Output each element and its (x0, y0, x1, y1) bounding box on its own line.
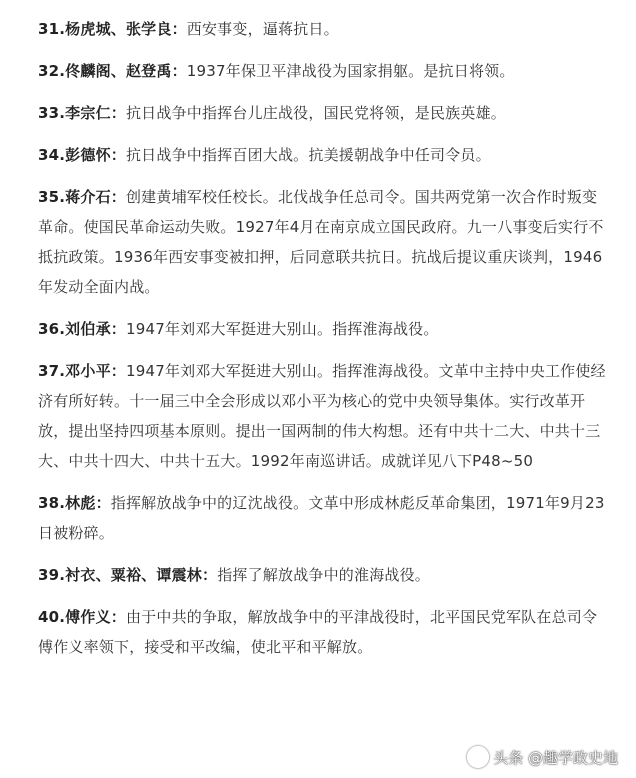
entry-39 (38, 560, 610, 590)
entry-text: 1937年保卫平津战役为国家捐躯。是抗日将领。 (186, 62, 515, 80)
entry-name: 34.彭德怀 (38, 146, 111, 164)
entry-text: 指挥解放战争中的辽沈战役。文革中形成林彪反革命集团，1971年9月23日被粉碎。 (38, 494, 605, 542)
entry-name: 32.佟麟阁、赵登禹 (38, 62, 172, 80)
entry-separator: ： (110, 146, 126, 164)
entry-text: 1947年刘邓大军挺进大别山。指挥淮海战役。 (125, 320, 439, 338)
entry-name: 36.刘伯承 (38, 320, 111, 338)
entry-text: 抗日战争中指挥台儿庄战役，国民党将领，是民族英雄。 (125, 104, 506, 122)
entry-separator: ： (110, 362, 126, 380)
article-body (38, 14, 610, 674)
entry-text: 抗日战争中指挥百团大战。抗美援朝战争中任司令员。 (125, 146, 491, 164)
entry-separator: ： (201, 566, 218, 584)
entry-text: 1947年刘邓大军挺进大别山。指挥淮海战役。文革中主持中央工作使经济有所好转。十一届三中全会形成以邓小平为核心的党中央领导集体。实行改革开放，提出坚持四项基本原则。提出一国两制的伟大构想。还有中共十二大、中共十三大、中共十四大、中共十五大。1992年南巡讲话。成就详见八下P48~50 (38, 362, 606, 470)
entry-33 (38, 98, 610, 128)
entry-name: 31.杨虎城、张学良 (38, 20, 172, 38)
entry-text: 由于中共的争取，解放战争中的平津战役时，北平国民党军队在总司令傅作义率领下，接受和平改编，使北平和平解放。 (38, 608, 598, 656)
entry-separator: ： (110, 608, 126, 626)
entry-40 (38, 602, 610, 662)
entry-34 (38, 140, 610, 170)
entry-text: 创建黄埔军校任校长。北伐战争任总司令。国共两党第一次合作时叛变革命。使国民革命运动失败。1927年4月在南京成立国民政府。九一八事变后实行不抵抗政策。1936年西安事变被扣押，后同意联共抗日。抗战后提议重庆谈判，1946年发动全面内战。 (38, 188, 604, 296)
entry-38 (38, 488, 610, 548)
entry-name: 39.衬衣、粟裕、谭震林 (38, 566, 202, 584)
entry-separator: ： (95, 494, 111, 512)
entry-separator: ： (171, 20, 187, 38)
entry-separator: ： (110, 320, 126, 338)
entry-separator: ： (171, 62, 187, 80)
toutiao-logo-icon (467, 746, 489, 768)
watermark-text: 头条 @趣学政史地 (493, 748, 618, 767)
entry-text: 指挥了解放战争中的淮海战役。 (217, 566, 430, 584)
entry-36 (38, 314, 610, 344)
entry-name: 37.邓小平 (38, 362, 111, 380)
source-watermark (467, 746, 618, 768)
entry-separator: ： (110, 104, 126, 122)
entry-name: 40.傅作义 (38, 608, 111, 626)
entry-separator: ： (110, 188, 126, 206)
entry-35 (38, 182, 610, 302)
entry-31 (38, 14, 610, 44)
entry-text: 西安事变，逼蒋抗日。 (186, 20, 339, 38)
entry-name: 38.林彪 (38, 494, 96, 512)
entry-37 (38, 356, 610, 476)
entry-32 (38, 56, 610, 86)
entry-name: 33.李宗仁 (38, 104, 111, 122)
entry-name: 35.蒋介石 (38, 188, 111, 206)
